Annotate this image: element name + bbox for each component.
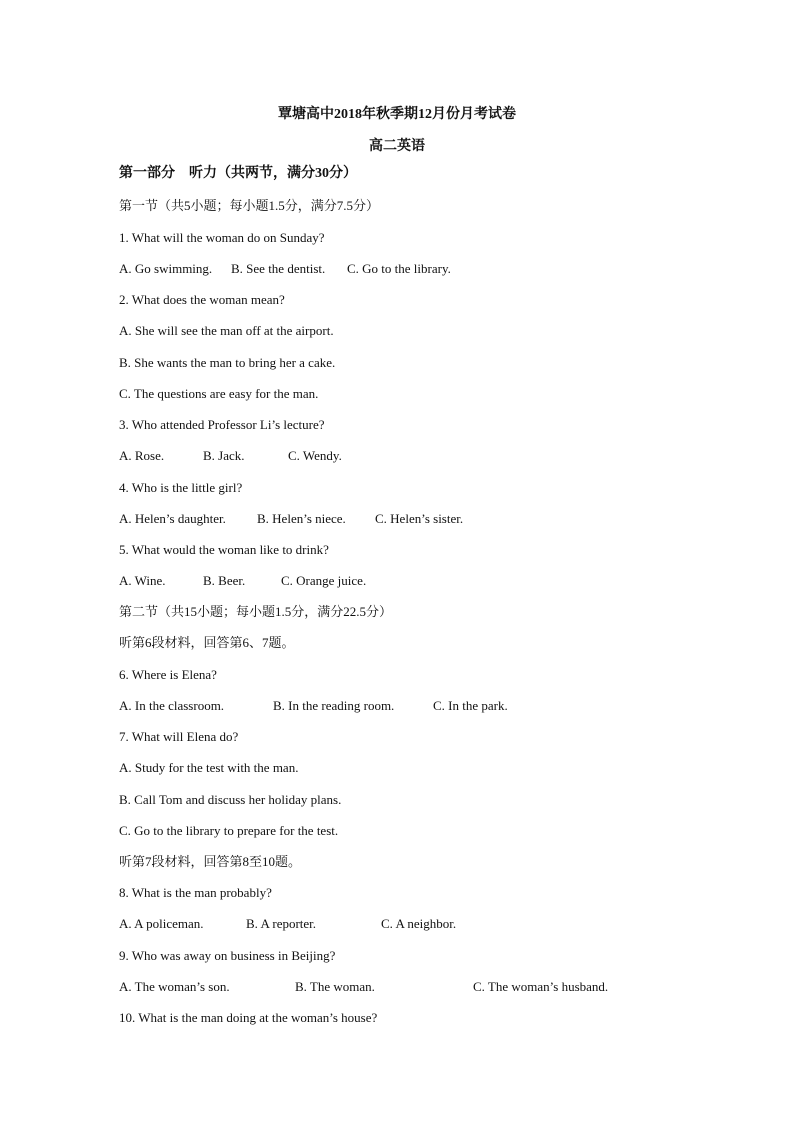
q1-option-b: B. See the dentist. [231,261,326,276]
exam-title: 覃塘高中2018年秋季期12月份月考试卷 [278,107,516,122]
q6-option-a: A. In the classroom. [119,698,225,713]
q5-option-b: B. Beer. [203,573,246,588]
question-7: 7. What will Elena do? [119,729,239,744]
question-6: 6. Where is Elena? [119,667,217,682]
q2-option-b: B. She wants the man to bring her a cake. [119,355,336,370]
subject-title: 高二英语 [369,139,425,154]
q2-option-a: A. She will see the man off at the airport. [119,323,334,338]
q8-option-a: A. A policeman. [119,916,204,931]
q4-option-b: B. Helen’s niece. [257,511,346,526]
q1-option-c: C. Go to the library. [347,261,451,276]
question-5: 5. What would the woman like to drink? [119,542,329,557]
q6-option-c: C. In the park. [433,698,508,713]
q4-option-a: A. Helen’s daughter. [119,511,226,526]
instruction-passage-6: 听第6段材料，回答第6、7题。 [119,635,295,650]
q8-option-c: C. A neighbor. [381,916,457,931]
q7-option-c: C. Go to the library to prepare for the test. [119,823,339,838]
q7-option-a: A. Study for the test with the man. [119,760,299,775]
q5-option-a: A. Wine. [119,573,166,588]
question-8: 8. What is the man probably? [119,885,272,900]
instruction-passage-7: 听第7段材料，回答第8至10题。 [119,854,302,869]
question-4: 4. Who is the little girl? [119,480,243,495]
question-1: 1. What will the woman do on Sunday? [119,230,325,245]
question-9: 9. Who was away on business in Beijing? [119,948,336,963]
section1-heading: 第一节（共5小题；每小题1.5分，满分7.5分） [119,198,380,213]
q3-option-b: B. Jack. [203,448,245,463]
q9-option-a: A. The woman’s son. [119,979,230,994]
q9-option-c: C. The woman’s husband. [473,979,609,994]
question-10: 10. What is the man doing at the woman’s house? [119,1010,378,1025]
q7-option-b: B. Call Tom and discuss her holiday plans. [119,792,342,807]
q3-option-a: A. Rose. [119,448,165,463]
question-2: 2. What does the woman mean? [119,292,285,307]
part1-heading: 第一部分 听力（共两节，满分30分） [119,166,357,181]
q2-option-c: C. The questions are easy for the man. [119,386,319,401]
section2-heading: 第二节（共15小题；每小题1.5分，满分22.5分） [119,604,393,619]
q5-option-c: C. Orange juice. [281,573,367,588]
q9-option-b: B. The woman. [295,979,375,994]
q1-option-a: A. Go swimming. [119,261,213,276]
q8-option-b: B. A reporter. [246,916,317,931]
q3-option-c: C. Wendy. [288,448,342,463]
q4-option-c: C. Helen’s sister. [375,511,464,526]
question-3: 3. Who attended Professor Li’s lecture? [119,417,325,432]
q6-option-b: B. In the reading room. [273,698,395,713]
